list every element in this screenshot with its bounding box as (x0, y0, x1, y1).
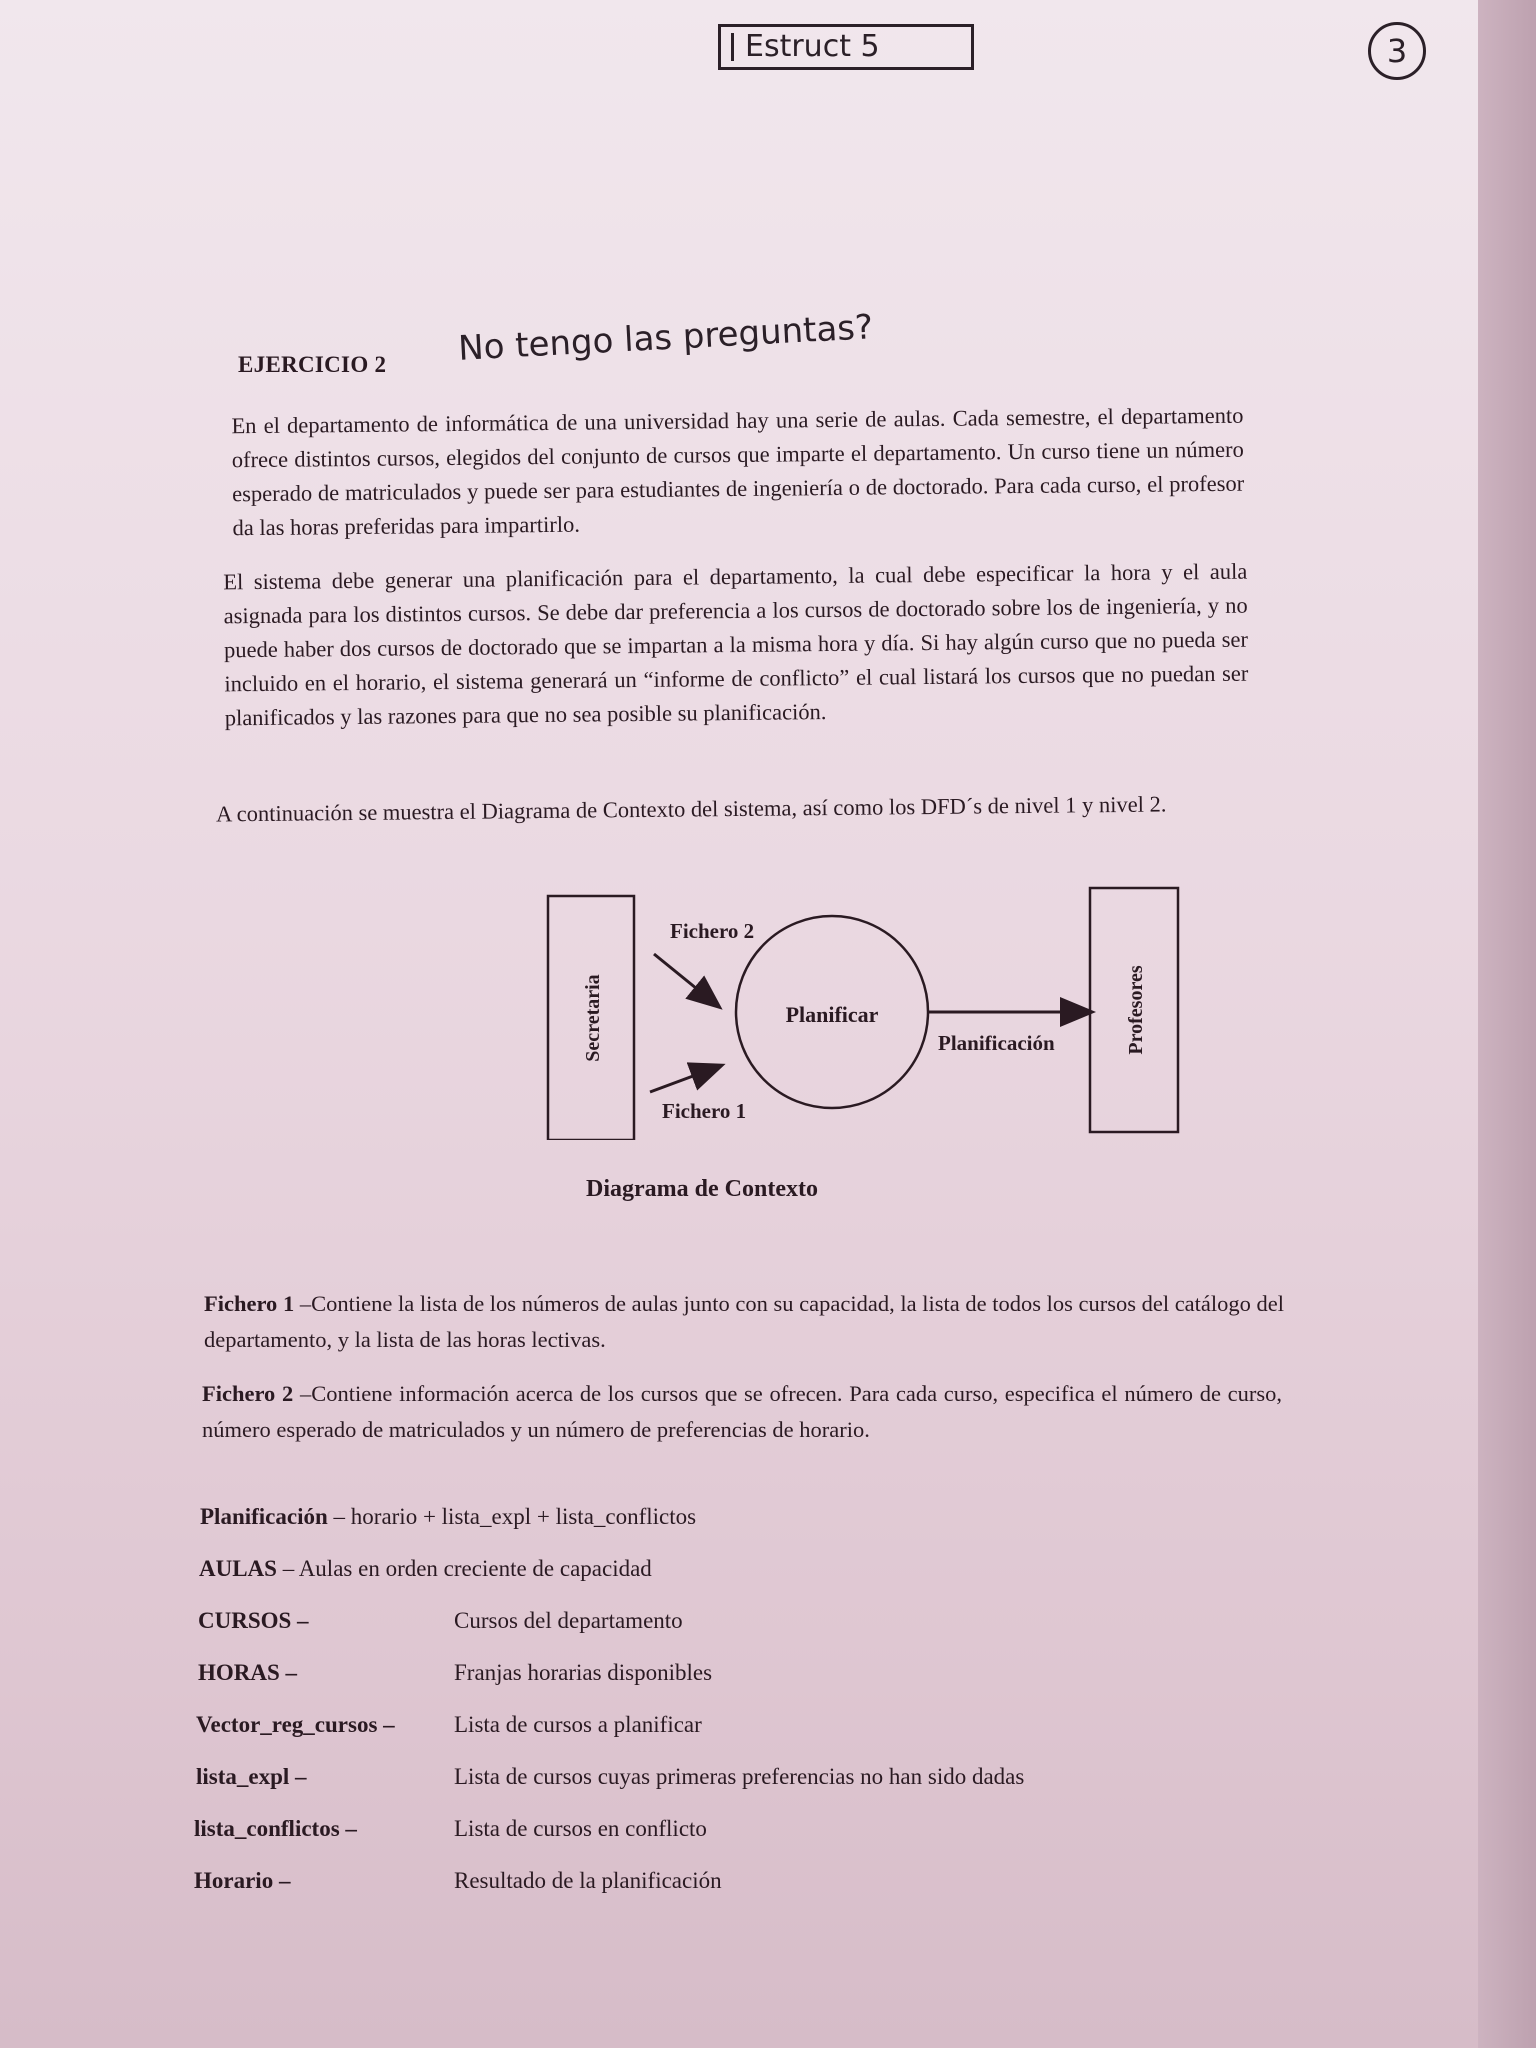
handwritten-header-box (718, 24, 974, 70)
fichero-2-text: –Contiene información acerca de los cursos que se ofrecen. Para cada curso, especifica el número de curso, número esperado de matriculados y un número de preferencias de horario. (202, 1381, 1283, 1442)
aulas-text: – Aulas en orden creciente de capacidad (282, 1556, 652, 1581)
lista-expl-term: lista_expl – (196, 1764, 307, 1789)
planificacion-term: Planificación (200, 1504, 328, 1529)
fichero-2-term: Fichero 2 (202, 1381, 294, 1406)
paragraph-2: El sistema debe generar una planificación para el departamento, la cual debe especificar la hora y el aula asignada para los distintos cursos. Se debe dar preferencia a los cursos de doctorado sobre los de ingeniería, y no puede haber dos cursos de doctorado que se impartan a la misma hora y día. Si hay algún curso que no pueda ser incluido en el horario, el sistema generará un “informe de conflicto” el cual listará los cursos que no puedan ser planificados y las razones para que no sea posible su planificación. (223, 558, 1249, 731)
planificar-label: Planificar (785, 1002, 879, 1027)
exercise-title: EJERCICIO 2 (238, 352, 387, 377)
fichero1-flow-label: Fichero 1 (662, 1099, 747, 1123)
aulas-definition (199, 1556, 652, 1582)
horas-desc: Franjas horarias disponibles (454, 1660, 713, 1685)
vector-reg-cursos-term: Vector_reg_cursos – (196, 1712, 395, 1737)
planificacion-definition (200, 1504, 696, 1530)
lista-conflictos-desc: Lista de cursos en conflicto (454, 1816, 707, 1841)
aulas-term: AULAS (199, 1556, 277, 1581)
vector-reg-cursos-desc: Lista de cursos a planificar (454, 1712, 702, 1737)
horas-term: HORAS – (198, 1660, 298, 1685)
fichero-1-term: Fichero 1 (204, 1291, 295, 1316)
handwritten-header-label: Estruct 5 (745, 29, 880, 64)
fichero-1-definition (204, 1286, 1284, 1358)
fichero-2-definition (202, 1376, 1282, 1448)
profesores-label: Profesores (1125, 965, 1147, 1055)
paragraph-1: En el departamento de informática de una universidad hay una serie de aulas. Cada semestre, el departamento ofrece distintos cursos, elegidos del conjunto de cursos que imparte el departamento. Un curso tiene un número esperado de matriculados y puede ser para estudiantes de ingeniería o de doctorado. Para cada curso, el profesor da las horas preferidas para impartirlo. (231, 402, 1245, 541)
handwritten-page-number: 3 (1368, 22, 1426, 80)
lista-conflictos-term: lista_conflictos – (194, 1816, 357, 1841)
fichero2-flow-label: Fichero 2 (670, 919, 755, 943)
context-diagram (530, 880, 1210, 1140)
fichero2-flow-arrow (654, 954, 718, 1006)
paragraph-3: A continuación se muestra el Diagrama de Contexto del sistema, así como los DFD´s de nivel 1 y nivel 2. (215, 791, 1167, 827)
horario-desc: Resultado de la planificación (454, 1868, 722, 1893)
diagram-caption: Diagrama de Contexto (586, 1176, 818, 1202)
planificacion-flow-label: Planificación (938, 1031, 1055, 1055)
cursos-desc: Cursos del departamento (454, 1608, 683, 1633)
cursos-term: CURSOS – (198, 1608, 309, 1633)
secretaria-label: Secretaria (582, 974, 604, 1062)
lista-expl-desc: Lista de cursos cuyas primeras preferencias no han sido dadas (454, 1764, 1025, 1789)
fichero1-flow-arrow (650, 1066, 720, 1092)
horario-term: Horario – (194, 1868, 291, 1893)
handwritten-note: No tengo las preguntas? (457, 307, 874, 369)
planificacion-text: – horario + lista_expl + lista_conflictos (333, 1504, 697, 1529)
fichero-1-text: –Contiene la lista de los números de aulas junto con su capacidad, la lista de todos los cursos del catálogo del departamento, y la lista de las horas lectivas. (204, 1291, 1285, 1352)
page-edge-shadow (1478, 0, 1536, 2048)
